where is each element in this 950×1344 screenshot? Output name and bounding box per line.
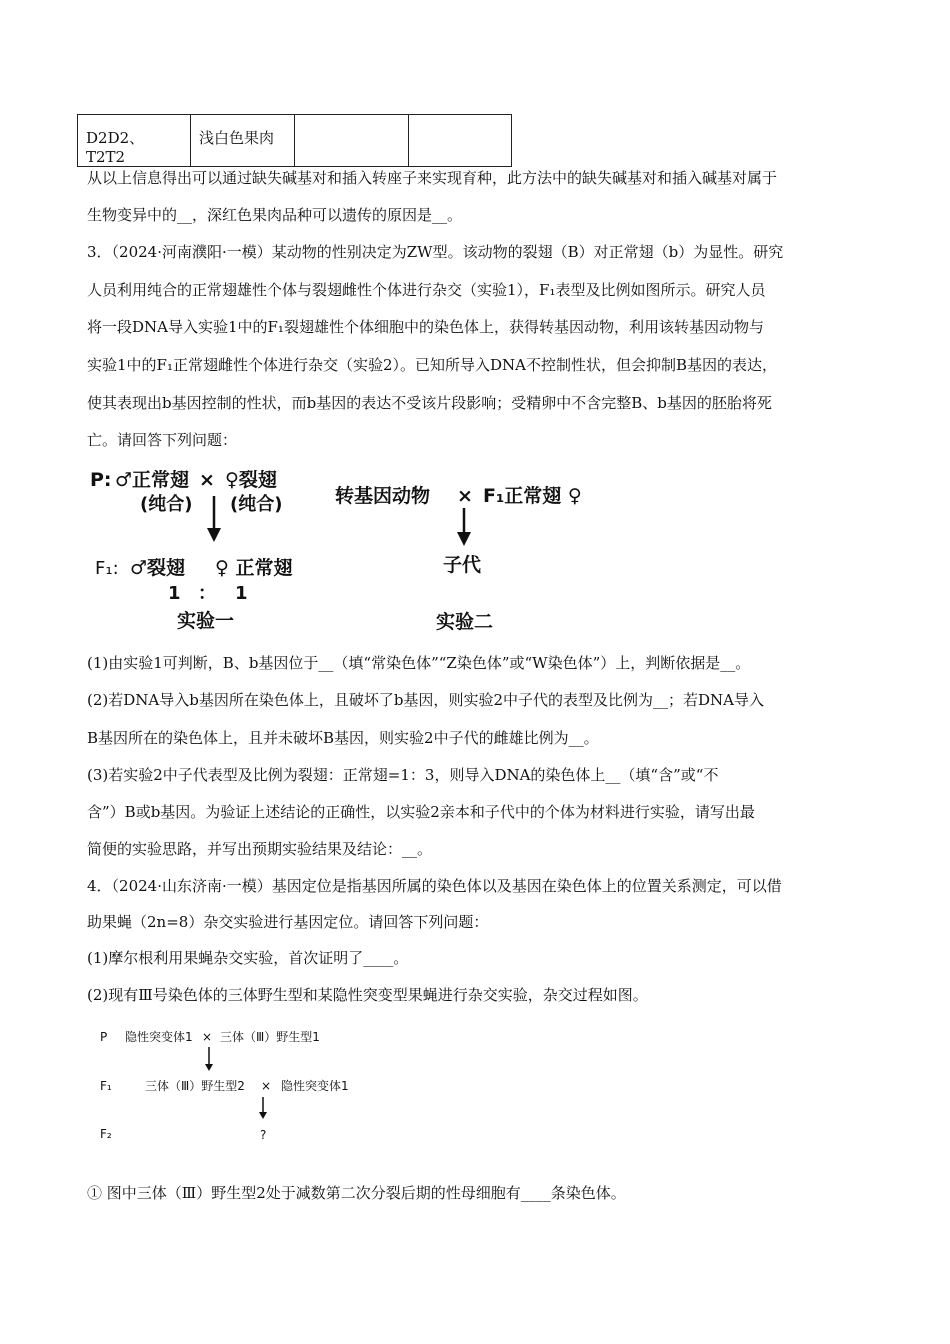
sub-question-2: (2)若DNA导入b基因所在染色体上，且破坏了b基因，则实验2中子代的表型及比例为__；若DNA导入	[87, 691, 764, 709]
text-line: 人员利用纯合的正常翅雄性个体与裂翅雌性个体进行杂交（实验1），F₁表型及比例如图所示。研究人员	[87, 281, 766, 299]
text-line: 使其表现出b基因控制的性状，而b基因的表达不受该片段影响；受精卵中不含完整B、b基因的胚胎将死	[87, 394, 772, 412]
table-row	[78, 115, 512, 167]
table-cell-empty	[295, 115, 409, 167]
cross-sign: ×	[457, 485, 473, 507]
p-female: ♀裂翅	[225, 469, 277, 491]
table-cell-genotype: D2D2、T2T2	[78, 115, 191, 167]
p-male: ♂正常翅	[115, 469, 190, 491]
sub-question-3: (3)若实验2中子代表型及比例为裂翅：正常翅=1：3，则导入DNA的染色体上__（填“含”或“不	[87, 766, 719, 784]
f1-male: ♂裂翅	[130, 557, 186, 579]
p-label: P	[100, 1030, 108, 1044]
text-line: 助果蝇（2n=8）杂交实验进行基因定位。请回答下列问题：	[87, 913, 489, 931]
text-line: 实验1中的F₁正常翅雌性个体进行杂交（实验2）。已知所导入DNA不控制性状，但会抑制B基因的表达，	[87, 356, 778, 374]
f2-label: F₂	[100, 1127, 112, 1141]
f1-label: F₁	[100, 1079, 112, 1093]
experiment-1-caption: 实验一	[177, 610, 235, 632]
experiment-2-caption: 实验二	[436, 611, 494, 633]
arrow-head-icon	[259, 1112, 267, 1119]
ratio-left: 1	[168, 583, 181, 604]
table-cell-empty	[409, 115, 512, 167]
cross-sign: ×	[199, 469, 215, 491]
text-line: 简便的实验思路，并写出预期实验结果及结论：__。	[87, 840, 433, 858]
f1-recessive-mutant: 隐性突变体1	[281, 1079, 349, 1093]
p-female-note: (纯合)	[230, 494, 283, 515]
text-line: B基因所在的染色体上，且并未破坏B基因，则实验2中子代的雌雄比例为__。	[87, 729, 599, 747]
cross-sign: ×	[202, 1030, 213, 1044]
text-line: 从以上信息得出可以通过缺失碱基对和插入转座子来实现育种，此方法中的缺失碱基对和插入碱基对属于	[87, 169, 778, 187]
f1-normal-female: F₁正常翅 ♀	[483, 485, 582, 507]
offspring-label: 子代	[443, 554, 482, 576]
arrow-head-icon	[207, 528, 221, 542]
transgenic-animal: 转基因动物	[335, 485, 431, 507]
sub-question-1: (1)由实验1可判断，B、b基因位于__（填“常染色体”“Z染色体”或“W染色体”）上，判断依据是__。	[87, 654, 751, 672]
question-4-heading: 4．（2024·山东济南·一模）基因定位是指基因所属的染色体以及基因在染色体上的位置关系测定，可以借	[87, 877, 782, 895]
table-cell-phenotype: 浅白色果肉	[191, 115, 295, 167]
question-3-heading: 3．（2024·河南濮阳·一模）某动物的性别决定为ZW型。该动物的裂翅（B）对正常翅（b）为显性。研究	[87, 243, 784, 261]
text-line: 将一段DNA导入实验1中的F₁裂翅雄性个体细胞中的染色体上，获得转基因动物，利用该转基因动物与	[87, 318, 764, 336]
genotype-table	[77, 114, 512, 167]
text-line: 生物变异中的__，深红色果肉品种可以遗传的原因是__。	[87, 206, 463, 224]
cross-sign: ×	[261, 1079, 272, 1093]
ratio-right: 1	[235, 583, 248, 604]
p-trisomy-wildtype: 三体（Ⅲ）野生型1	[220, 1030, 320, 1044]
experiment-2-diagram	[330, 470, 600, 640]
p-recessive-mutant: 隐性突变体1	[125, 1030, 193, 1044]
sub-question-2-part-1: ① 图中三体（Ⅲ）野生型2处于减数第二次分裂后期的性母细胞有____条染色体。	[87, 1184, 626, 1202]
sub-question-1: (1)摩尔根利用果蝇杂交实验，首次证明了____。	[87, 949, 409, 967]
f1-label: F₁:	[95, 558, 119, 579]
f2-result: ?	[260, 1128, 267, 1142]
text-line: 含”）B或b基因。为验证上述结论的正确性，以实验2亲本和子代中的个体为材料进行实验，请写出最	[87, 803, 755, 821]
experiment-1-diagram	[85, 462, 325, 642]
arrow-head-icon	[205, 1064, 213, 1071]
sub-question-2: (2)现有Ⅲ号染色体的三体野生型和某隐性突变型果蝇进行杂交实验，杂交过程如图。	[87, 986, 648, 1004]
ratio-colon: ：	[198, 583, 216, 604]
p-label: P:	[90, 469, 112, 491]
f1-female: ♀ 正常翅	[215, 557, 293, 579]
fruit-fly-cross-diagram	[95, 1020, 385, 1150]
text-line: 亡。请回答下列问题：	[87, 431, 238, 449]
p-male-note: (纯合)	[140, 494, 193, 515]
arrow-head-icon	[457, 532, 471, 546]
f1-trisomy-wildtype: 三体（Ⅲ）野生型2	[145, 1079, 245, 1093]
